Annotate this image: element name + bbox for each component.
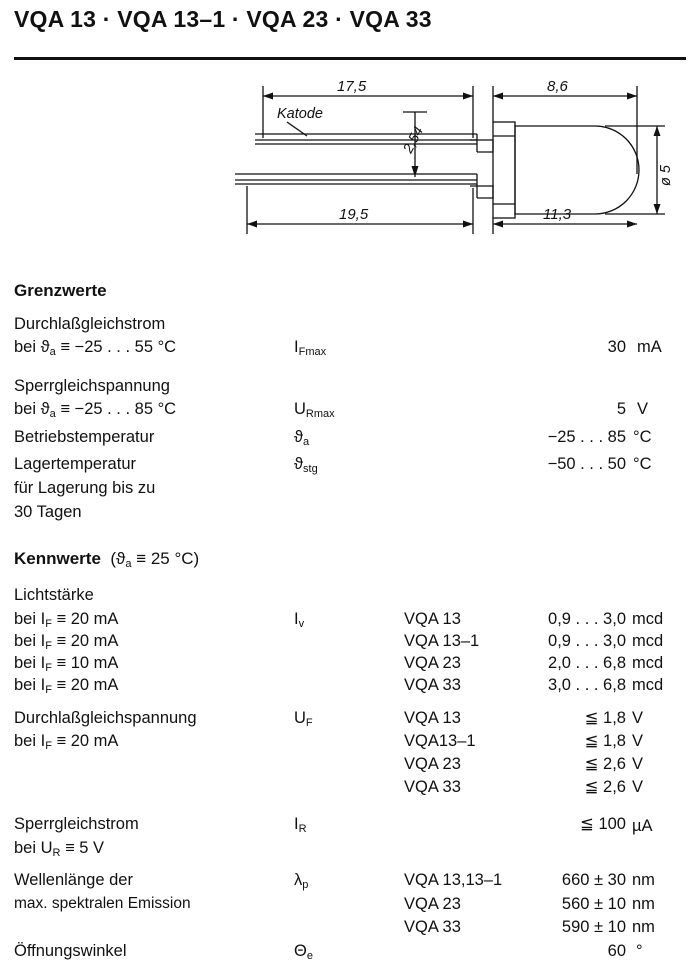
char-value-4-0: 60 bbox=[607, 942, 626, 960]
limit-row-symbol-1: $U_{Rmax}$ bbox=[294, 400, 335, 420]
char-condition-0-0: bei $I_F \equiv 20$ mA bbox=[14, 610, 119, 630]
limit-row-unit-0: mA bbox=[637, 338, 662, 356]
char-value-2-0: ≦ 100 bbox=[580, 815, 626, 833]
limit-row-label-1b: bei $ϑ_a \equiv -25$ . . . 85 °C bbox=[14, 400, 177, 420]
char-condition-0-3: bei $I_F \equiv 20$ mA bbox=[14, 676, 119, 696]
limit-row-symbol-0: $I_{Fmax}$ bbox=[294, 338, 327, 358]
char-group-title-2: Sperrgleichstrom bbox=[14, 815, 139, 833]
char-type-1-0: VQA 13 bbox=[404, 709, 461, 727]
limit-row-label-2a: Betriebstemperatur bbox=[14, 428, 155, 446]
char-value-1-0: ≦ 1,8 bbox=[584, 709, 626, 727]
char-unit-1-3: V bbox=[632, 778, 644, 796]
char-unit-1-2: V bbox=[632, 755, 644, 773]
limit-row-unit-2: °C bbox=[633, 428, 652, 446]
char-type-3-2: VQA 33 bbox=[404, 918, 461, 936]
char-condition-0-2: bei $I_F \equiv 10$ mA bbox=[14, 654, 119, 674]
char-unit-4-0: ° bbox=[636, 942, 643, 960]
limit-row-value-2: −25 . . . 85 bbox=[547, 428, 626, 446]
char-unit-1-1: V bbox=[632, 732, 644, 750]
limit-row-symbol-3: $ϑ_{stg}$ bbox=[294, 455, 318, 475]
limit-row-label-3a: Lagertemperatur bbox=[14, 455, 136, 473]
char-group-title-1: Durchlaßgleichspannung bbox=[14, 709, 197, 727]
char-value-3-2: 590 ± 10 bbox=[561, 918, 626, 936]
char-group-title-4: Öffnungswinkel bbox=[14, 942, 127, 960]
char-type-0-1: VQA 13–1 bbox=[404, 632, 480, 650]
char-value-3-1: 560 ± 10 bbox=[561, 895, 626, 913]
char-unit-3-0: nm bbox=[632, 871, 655, 889]
char-unit-2-0: µA bbox=[632, 817, 653, 835]
char-unit-0-2: mcd bbox=[632, 654, 664, 672]
char-type-3-0: VQA 13,13–1 bbox=[404, 871, 503, 889]
limit-row-value-3: −50 . . . 50 bbox=[547, 455, 626, 473]
title-divider bbox=[14, 57, 686, 60]
char-type-1-1: VQA13–1 bbox=[404, 732, 476, 750]
characteristics-heading-condition: ($ϑ_a \equiv 25$ °C) bbox=[105, 549, 200, 570]
char-unit-0-0: mcd bbox=[632, 610, 664, 628]
char-unit-3-1: nm bbox=[632, 895, 655, 913]
limit-row-label-3c: 30 Tagen bbox=[14, 503, 82, 521]
char-type-0-2: VQA 23 bbox=[404, 654, 461, 672]
char-condition-0-1: bei $I_F \equiv 20$ mA bbox=[14, 632, 119, 652]
char-condition-2-0: bei $U_R \equiv 5$ V bbox=[14, 839, 105, 859]
limit-row-label-0a: Durchlaßgleichstrom bbox=[14, 315, 166, 333]
char-type-1-3: VQA 33 bbox=[404, 778, 461, 796]
char-unit-0-1: mcd bbox=[632, 632, 664, 650]
limit-row-label-1a: Sperrgleichspannung bbox=[14, 377, 170, 395]
limit-row-symbol-2: $ϑ_a$ bbox=[294, 428, 310, 448]
char-symbol-3: $\lambda_p$ bbox=[294, 871, 309, 891]
dim-bottom-right-label: 11,3 bbox=[543, 206, 572, 223]
char-type-1-2: VQA 23 bbox=[404, 755, 461, 773]
dim-pitch-label: 2,54 bbox=[399, 123, 427, 156]
char-value-1-3: ≦ 2,6 bbox=[584, 778, 626, 796]
char-value-1-2: ≦ 2,6 bbox=[584, 755, 626, 773]
char-group-title-3: Wellenlänge der bbox=[14, 871, 133, 889]
dim-top-right-label: 8,6 bbox=[547, 78, 568, 95]
char-condition-1-0: bei $I_F \equiv 20$ mA bbox=[14, 732, 119, 752]
section-heading-characteristics bbox=[14, 549, 199, 570]
dim-top-left-label: 17,5 bbox=[337, 78, 367, 95]
char-type-0-3: VQA 33 bbox=[404, 676, 461, 694]
limit-row-value-0: 30 bbox=[607, 338, 626, 356]
limit-row-unit-3: °C bbox=[633, 455, 652, 473]
char-unit-1-0: V bbox=[632, 709, 644, 727]
char-value-1-1: ≦ 1,8 bbox=[584, 732, 626, 750]
drawing-svg bbox=[225, 78, 685, 253]
char-unit-3-2: nm bbox=[632, 918, 655, 936]
char-group-title-0: Lichtstärke bbox=[14, 586, 94, 604]
char-group-title-3b: max. spektralen Emission bbox=[14, 895, 191, 912]
char-type-0-0: VQA 13 bbox=[404, 610, 461, 628]
char-value-3-0: 660 ± 30 bbox=[561, 871, 626, 889]
char-unit-0-3: mcd bbox=[632, 676, 664, 694]
char-type-3-1: VQA 23 bbox=[404, 895, 461, 913]
led-outline-drawing bbox=[225, 78, 685, 253]
page-title: VQA 13 · VQA 13–1 · VQA 23 · VQA 33 bbox=[14, 6, 432, 32]
section-heading-limits: Grenzwerte bbox=[14, 281, 107, 300]
katode-label: Katode bbox=[277, 106, 323, 122]
dim-bottom-left-label: 19,5 bbox=[339, 206, 369, 223]
char-value-0-1: 0,9 . . . 3,0 bbox=[548, 632, 626, 650]
dim-diameter-label: ø 5 bbox=[658, 165, 674, 186]
char-symbol-4: $\Theta_e$ bbox=[294, 942, 313, 962]
char-value-0-2: 2,0 . . . 6,8 bbox=[548, 654, 626, 672]
char-symbol-2: $I_R$ bbox=[294, 815, 307, 835]
char-symbol-1: $U_F$ bbox=[294, 709, 313, 729]
limit-row-value-1: 5 bbox=[616, 400, 626, 418]
limit-row-unit-1: V bbox=[637, 400, 649, 418]
characteristics-heading-text: Kennwerte bbox=[14, 549, 101, 568]
char-value-0-3: 3,0 . . . 6,8 bbox=[548, 676, 626, 694]
limit-row-label-3b: für Lagerung bis zu bbox=[14, 479, 156, 497]
limit-row-label-0b: bei $ϑ_a \equiv -25$ . . . 55 °C bbox=[14, 338, 177, 358]
char-symbol-0: $I_v$ bbox=[294, 610, 305, 630]
char-value-0-0: 0,9 . . . 3,0 bbox=[548, 610, 626, 628]
